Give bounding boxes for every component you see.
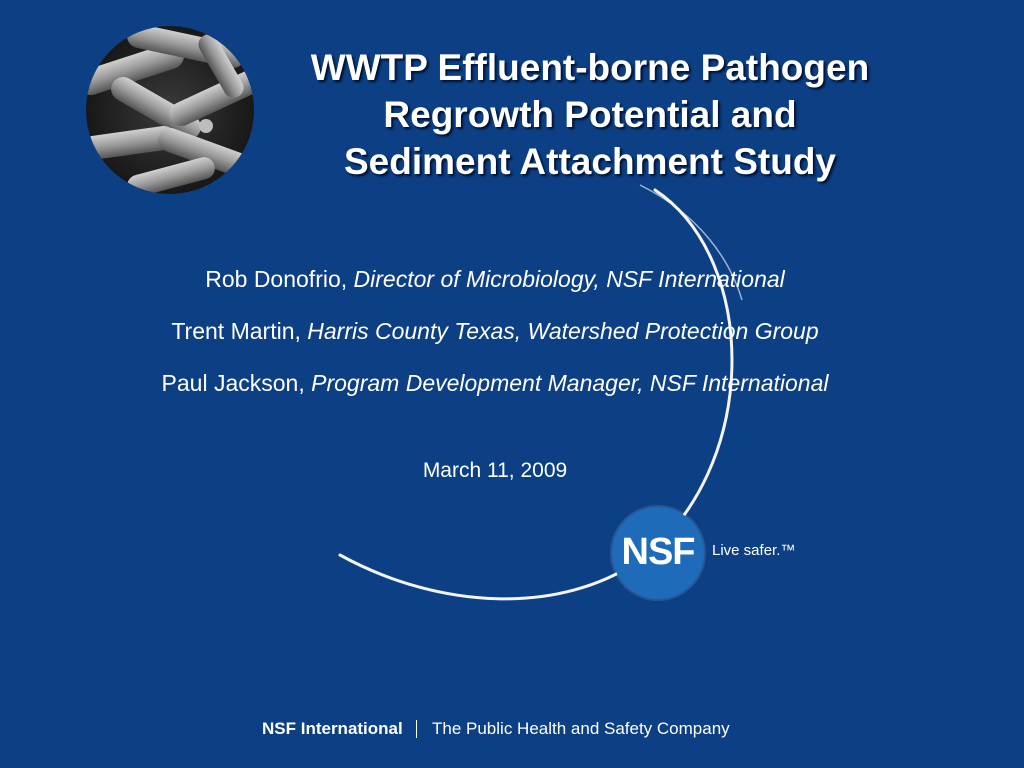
footer-org: NSF International [262,719,403,738]
footer-divider [416,720,417,738]
author-entry [135,366,855,400]
title-line-2: Regrowth Potential and [383,94,797,135]
author-role: Program Development Manager, NSF International [311,370,829,396]
title-line-1: WWTP Effluent-borne Pathogen [310,47,870,88]
footer [0,714,1024,744]
author-name: Paul Jackson, [161,370,305,396]
author-name: Trent Martin, [171,318,301,344]
presentation-date: March 11, 2009 [422,459,568,482]
logo-tagline: Live safer.™ [712,542,796,559]
nsf-logo-mark: NSF [621,531,695,573]
title-line-3: Sediment Attachment Study [343,141,837,182]
bacteria-micrograph-image [86,26,254,194]
author-entry [60,262,930,296]
author-role: Director of Microbiology, NSF International [353,266,785,292]
author-name: Rob Donofrio, [205,266,348,292]
author-list [60,262,930,418]
author-role: Harris County Texas, Watershed Protection Group [307,318,819,344]
slide-title [250,44,930,185]
author-entry [60,314,930,348]
footer-tagline: The Public Health and Safety Company [432,719,730,738]
